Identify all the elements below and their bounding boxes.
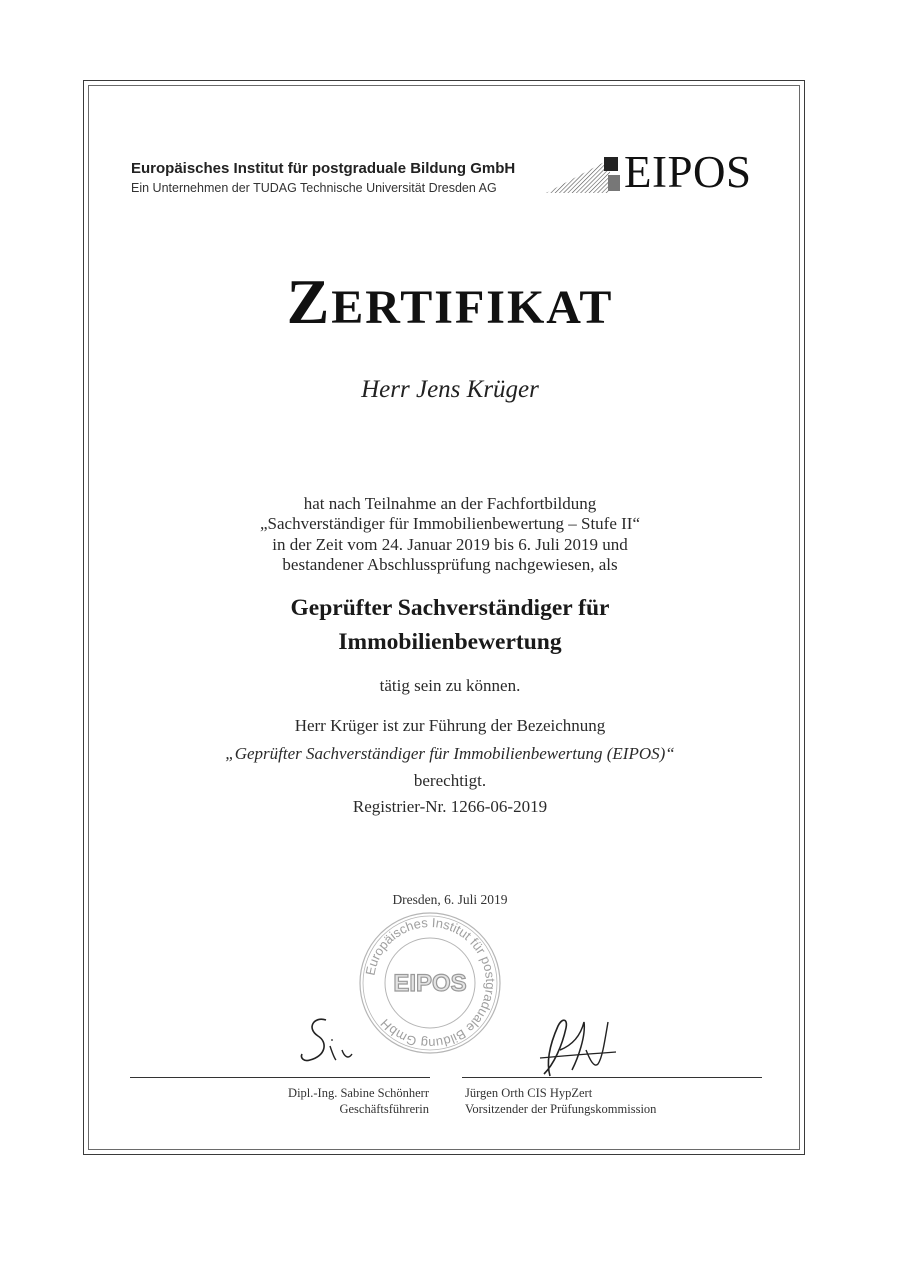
signature-right [532, 1012, 622, 1084]
institute-seal-stamp [355, 908, 505, 1058]
place-and-date: Dresden, 6. Juli 2019 [392, 892, 508, 907]
degree-title-line: Geprüfter Sachverständiger für [290, 595, 610, 621]
after-degree-text: tätig sein zu können. [379, 676, 521, 695]
body-line: hat nach Teilnahme an der Fachfortbildung [303, 494, 597, 513]
signatory-left-name: Dipl.-Ing. Sabine Schönherr [288, 1086, 429, 1100]
body-line: bestandener Abschlussprüfung nachgewiesen, als [282, 555, 618, 574]
certificate-title [0, 266, 900, 337]
body-line: in der Zeit vom 24. Januar 2019 bis 6. Juli 2019 und [272, 535, 628, 554]
eipos-logo-text: EIPOS [624, 147, 752, 197]
registration-number: Registrier-Nr. 1266-06-2019 [352, 797, 548, 816]
institute-subline: Ein Unternehmen der TUDAG Technische Universität Dresden AG [131, 181, 497, 195]
signature-line-right [462, 1077, 762, 1078]
entitled-text: berechtigt. [413, 771, 487, 790]
recipient-name: Herr Jens Krüger [361, 376, 539, 403]
certificate-title-initial: Z [286, 266, 332, 337]
entitlement-text: Herr Krüger ist zur Führung der Bezeichnung [294, 716, 606, 735]
certificate-title-rest: ERTIFIKAT [331, 281, 614, 334]
signature-line-left [130, 1077, 430, 1078]
signatory-right-role: Vorsitzender der Prüfungskommission [465, 1102, 657, 1116]
signatory-right-name: Jürgen Orth CIS HypZert [465, 1086, 593, 1100]
seal-ring-text: Europäisches Institut für postgraduale Bildung GmbH [362, 914, 499, 1052]
eipos-logo-icon [546, 155, 624, 193]
signatory-left-role: Geschäftsführerin [339, 1102, 429, 1116]
institute-name: Europäisches Institut für postgraduale Bildung GmbH [131, 160, 516, 177]
seal-center-text: EIPOS [393, 970, 467, 997]
body-line: „Sachverständiger für Immobilienbewertung – Stufe II“ [259, 514, 640, 533]
designation-text: „Geprüfter Sachverständiger für Immobilienbewertung (EIPOS)“ [225, 744, 675, 763]
signature-left [296, 1010, 366, 1070]
degree-title-line: Immobilienbewertung [338, 629, 562, 655]
